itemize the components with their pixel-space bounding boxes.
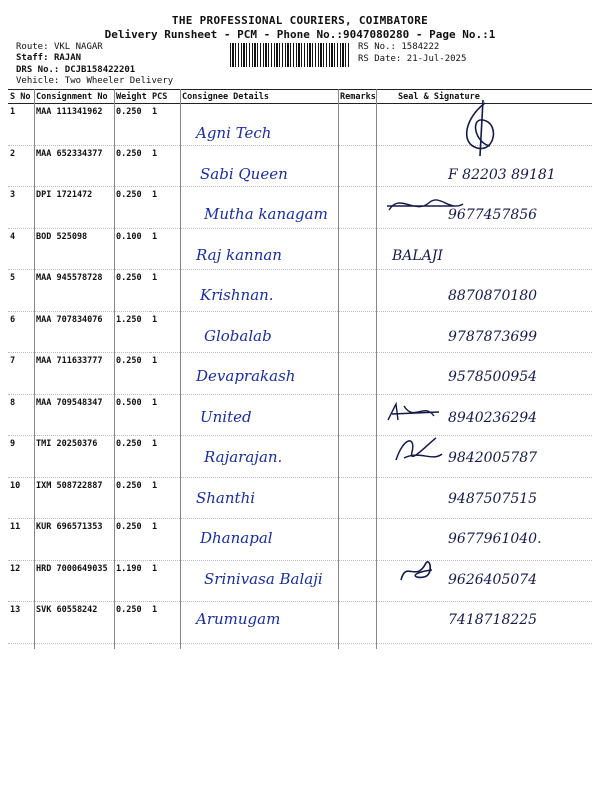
handwritten-consignee-name: Agni Tech bbox=[196, 124, 272, 142]
cell-weight: 0.250 bbox=[114, 602, 150, 644]
barcode bbox=[230, 43, 350, 67]
handwritten-consignee-name: Krishnan. bbox=[200, 286, 274, 304]
rs-no-value: 1584222 bbox=[401, 42, 440, 52]
drs-value: DCJB158422201 bbox=[64, 65, 136, 75]
handwritten-consignee-name: Rajarajan. bbox=[204, 448, 283, 466]
handwritten-signature-note: 9842005787 bbox=[448, 450, 538, 466]
cell-remarks bbox=[338, 187, 376, 229]
signature-scribble-row1 bbox=[455, 98, 505, 158]
route-line bbox=[16, 42, 103, 52]
route-value: VKL NAGAR bbox=[53, 42, 103, 52]
vehicle-line bbox=[16, 76, 173, 86]
cell-weight: 0.250 bbox=[114, 187, 150, 229]
handwritten-signature-note: 7418718225 bbox=[448, 612, 538, 628]
column-divider bbox=[338, 89, 339, 649]
column-divider bbox=[114, 89, 115, 649]
handwritten-signature-note: 9626405074 bbox=[448, 571, 538, 588]
cell-weight: 0.250 bbox=[114, 104, 150, 146]
handwritten-signature-note: 9578500954 bbox=[448, 369, 538, 385]
column-divider bbox=[34, 89, 35, 649]
cell-weight: 0.250 bbox=[114, 353, 150, 395]
cell-remarks bbox=[338, 311, 376, 353]
cell-consignment-no: DPI 1721472 bbox=[34, 187, 114, 229]
cell-remarks bbox=[338, 353, 376, 395]
handwritten-consignee-name: Devaprakash bbox=[196, 367, 296, 385]
cell-weight: 0.100 bbox=[114, 228, 150, 270]
cell-consignment-no: IXM 508722887 bbox=[34, 477, 114, 519]
cell-pcs: 1 bbox=[150, 353, 180, 395]
cell-remarks bbox=[338, 394, 376, 436]
cell-remarks bbox=[338, 477, 376, 519]
rs-date-line bbox=[358, 54, 466, 64]
route-label: Route: bbox=[16, 42, 49, 52]
cell-sno: 11 bbox=[8, 519, 34, 561]
cell-weight: 0.250 bbox=[114, 519, 150, 561]
signature-scribble-row12 bbox=[396, 555, 438, 585]
cell-weight: 0.250 bbox=[114, 477, 150, 519]
handwritten-consignee-name: United bbox=[200, 407, 252, 426]
cell-pcs: 1 bbox=[150, 477, 180, 519]
cell-consignment-no: HRD 7000649035 bbox=[34, 560, 114, 602]
col-pcs: PCS bbox=[150, 90, 180, 104]
column-divider bbox=[180, 89, 181, 649]
cell-remarks bbox=[338, 436, 376, 478]
cell-remarks bbox=[338, 228, 376, 270]
cell-remarks bbox=[338, 560, 376, 602]
staff-label: Staff: bbox=[16, 53, 49, 63]
cell-weight: 1.190 bbox=[114, 560, 150, 602]
cell-sno: 12 bbox=[8, 560, 34, 602]
cell-sno: 7 bbox=[8, 353, 34, 395]
handwritten-signature-note: 8940236294 bbox=[448, 409, 538, 426]
cell-sno: 4 bbox=[8, 228, 34, 270]
col-consignment: Consignment No bbox=[34, 90, 114, 104]
cell-pcs: 1 bbox=[150, 228, 180, 270]
cell-consignment-no: MAA 111341962 bbox=[34, 104, 114, 146]
cell-consignment-no: MAA 709548347 bbox=[34, 394, 114, 436]
cell-sno: 6 bbox=[8, 311, 34, 353]
cell-remarks bbox=[338, 104, 376, 146]
rs-no-line bbox=[358, 42, 439, 52]
cell-sno: 9 bbox=[8, 436, 34, 478]
handwritten-signature-note: 9487507515 bbox=[448, 490, 538, 507]
cell-pcs: 1 bbox=[150, 560, 180, 602]
cell-consignment-no: MAA 945578728 bbox=[34, 270, 114, 312]
handwritten-consignee-name: Globalab bbox=[204, 326, 272, 345]
cell-weight: 1.250 bbox=[114, 311, 150, 353]
cell-remarks bbox=[338, 602, 376, 644]
cell-consignment-no: MAA 652334377 bbox=[34, 145, 114, 187]
vehicle-value: Two Wheeler Delivery bbox=[64, 76, 174, 86]
cell-pcs: 1 bbox=[150, 145, 180, 187]
cell-pcs: 1 bbox=[150, 602, 180, 644]
cell-sno: 10 bbox=[8, 477, 34, 519]
cell-consignment-no: TMI 20250376 bbox=[34, 436, 114, 478]
rs-no-label: RS No.: bbox=[358, 42, 396, 52]
cell-pcs: 1 bbox=[150, 394, 180, 436]
cell-pcs: 1 bbox=[150, 187, 180, 229]
cell-pcs: 1 bbox=[150, 519, 180, 561]
handwritten-consignee-name: Raj kannan bbox=[196, 245, 282, 264]
cell-consignment-no: MAA 707834076 bbox=[34, 311, 114, 353]
handwritten-consignee-name: Arumugam bbox=[196, 610, 281, 628]
col-consignee: Consignee Details bbox=[180, 90, 338, 104]
handwritten-signature-note: 9677457856 bbox=[448, 207, 538, 223]
handwritten-signature-note: 8870870180 bbox=[448, 288, 538, 304]
handwritten-consignee-name: Shanthi bbox=[196, 488, 256, 507]
rs-date-label: RS Date: bbox=[358, 54, 402, 64]
cell-remarks bbox=[338, 145, 376, 187]
column-divider bbox=[376, 89, 377, 649]
cell-sno: 2 bbox=[8, 145, 34, 187]
cell-weight: 0.500 bbox=[114, 394, 150, 436]
handwritten-consignee-name: Mutha kanagam bbox=[204, 205, 328, 223]
col-signature: Seal & Signature bbox=[376, 90, 592, 104]
cell-consignment-no: BOD 525098 bbox=[34, 228, 114, 270]
cell-sno: 3 bbox=[8, 187, 34, 229]
handwritten-signature-note: 9677961040. bbox=[448, 531, 542, 547]
cell-remarks bbox=[338, 270, 376, 312]
drs-label: DRS No.: bbox=[16, 65, 60, 75]
cell-remarks bbox=[338, 519, 376, 561]
signature-scribble-row8 bbox=[384, 400, 444, 426]
staff-value: RAJAN bbox=[53, 53, 82, 63]
handwritten-consignee-name: Dhanapal bbox=[200, 529, 273, 547]
vehicle-label: Vehicle: bbox=[16, 76, 60, 86]
cell-consignment-no: MAA 711633777 bbox=[34, 353, 114, 395]
cell-sno: 1 bbox=[8, 104, 34, 146]
cell-sno: 13 bbox=[8, 602, 34, 644]
handwritten-consignee-name: Sabi Queen bbox=[200, 164, 288, 183]
table-row bbox=[8, 228, 592, 270]
handwritten-consignee-name: Srinivasa Balaji bbox=[204, 569, 323, 588]
signature-scribble-row9 bbox=[390, 432, 446, 466]
handwritten-signature-note: F 82203 89181 bbox=[448, 166, 556, 183]
cell-pcs: 1 bbox=[150, 104, 180, 146]
signature-scribble-row3 bbox=[385, 192, 465, 218]
rs-date-value: 21-Jul-2025 bbox=[406, 54, 467, 64]
cell-sno: 5 bbox=[8, 270, 34, 312]
cell-pcs: 1 bbox=[150, 311, 180, 353]
col-remarks: Remarks bbox=[340, 91, 376, 102]
runsheet-subtitle: Delivery Runsheet - PCM - Phone No.:9047080280 - Page No.:1 bbox=[104, 28, 496, 41]
col-weight: Weight bbox=[114, 90, 150, 104]
cell-pcs: 1 bbox=[150, 270, 180, 312]
cell-weight: 0.250 bbox=[114, 145, 150, 187]
company-title: THE PROFESSIONAL COURIERS, COIMBATORE bbox=[171, 14, 429, 27]
cell-consignment-no: SVK 60558242 bbox=[34, 602, 114, 644]
handwritten-signature-note: 9787873699 bbox=[448, 328, 538, 345]
handwritten-signature-note: BALAJI bbox=[392, 247, 443, 264]
cell-sno: 8 bbox=[8, 394, 34, 436]
drs-line bbox=[16, 65, 135, 75]
cell-weight: 0.250 bbox=[114, 270, 150, 312]
cell-pcs: 1 bbox=[150, 436, 180, 478]
cell-weight: 0.250 bbox=[114, 436, 150, 478]
col-sno: S No bbox=[8, 90, 34, 104]
cell-consignment-no: KUR 696571353 bbox=[34, 519, 114, 561]
staff-line bbox=[16, 53, 81, 63]
